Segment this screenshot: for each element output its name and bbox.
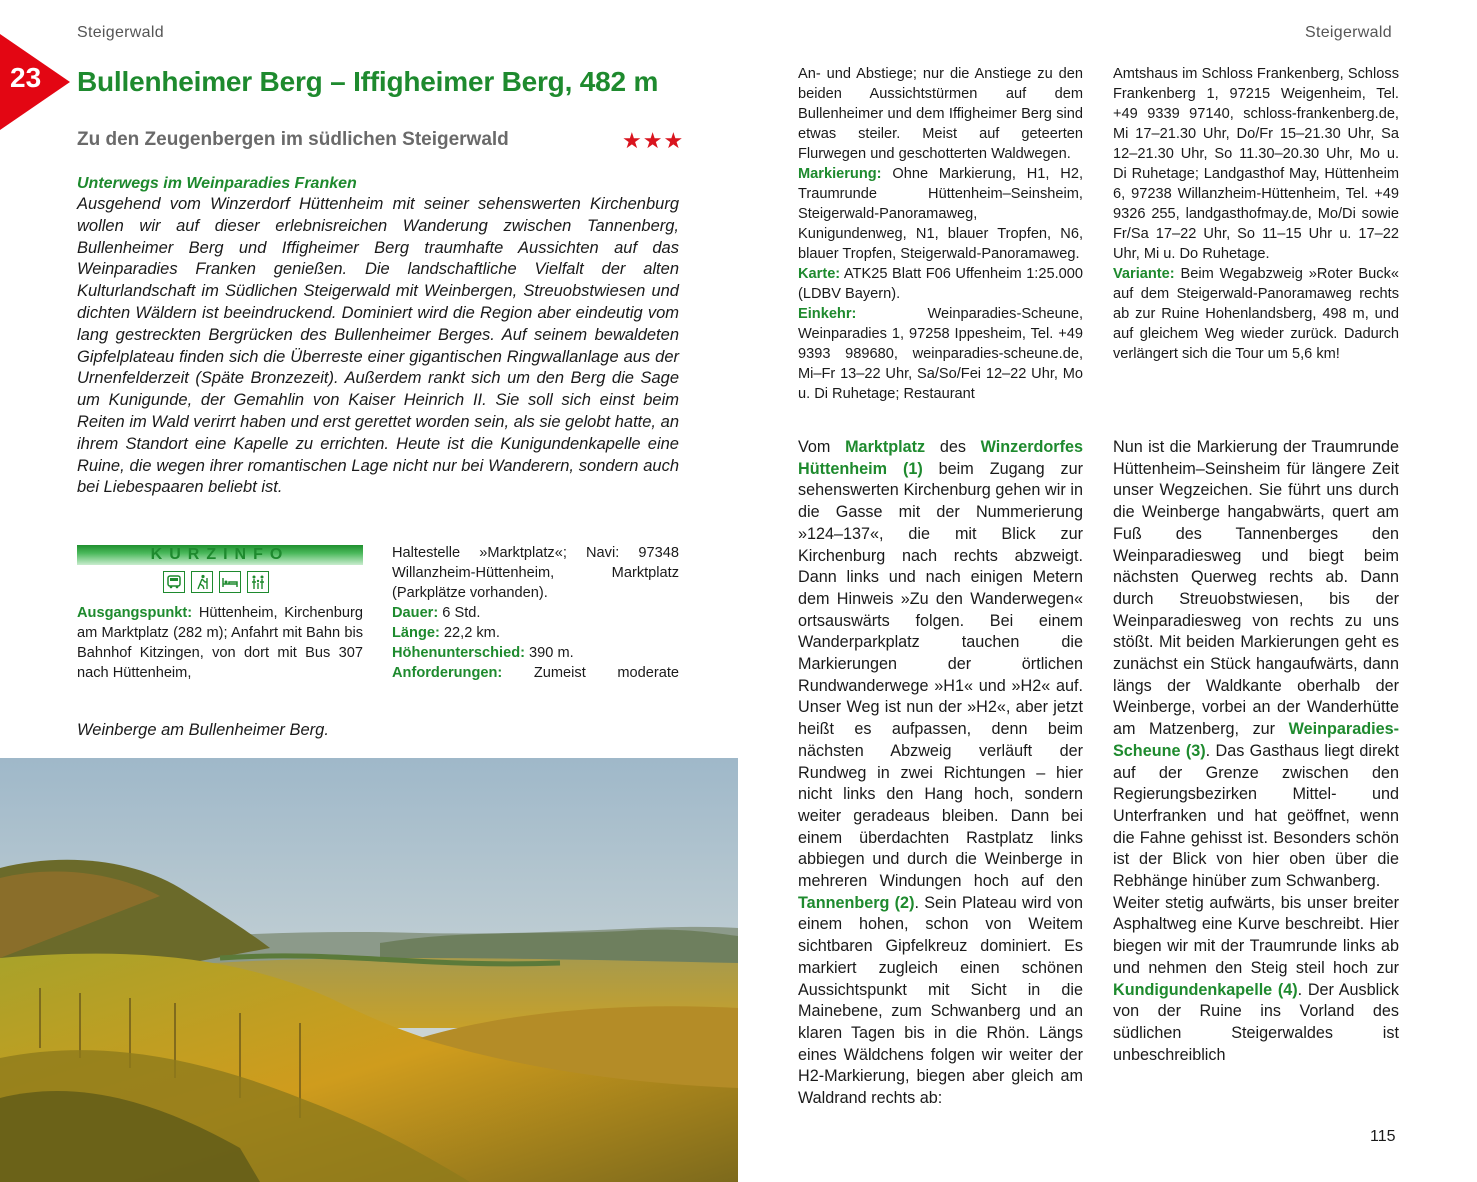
- einkehr-row: [798, 304, 1083, 404]
- page-number: 115: [1370, 1128, 1396, 1145]
- ausgangspunkt-label: Ausgangspunkt:: [77, 605, 193, 621]
- body2-paragraph-2: [1113, 893, 1399, 1067]
- body2-text-3: Weiter stetig aufwärts, bis unser breiter Asphaltweg eine Kurve beschreibt. Hier biegen wir mit der Traumrunde links ab und nehmen den Steig steil hoch zur: [1113, 893, 1399, 977]
- bed-icon: [219, 571, 241, 593]
- karte-label: Karte:: [798, 266, 841, 282]
- anforderungen-cont: An- und Abstiege; nur die Anstiege zu den beiden Aussichtstürmen auf dem Bullenheimer und dem Iffigheimer Berg sind etwas steiler. Meist auf geteerten Flurwegen und geschotterten Waldwegen.: [798, 66, 1083, 162]
- photo-caption: Weinberge am Bullenheimer Berg.: [77, 721, 329, 739]
- rating-stars: ★★★: [622, 128, 685, 153]
- kurzinfo-col4: [1113, 64, 1399, 364]
- vineyard-photo: [0, 758, 738, 1182]
- running-header-left: Steigerwald: [77, 24, 164, 41]
- anforderungen-label: Anforderungen:: [392, 665, 503, 681]
- hoehe-value: 390 m.: [529, 645, 574, 661]
- body-column-2: [1113, 437, 1399, 1066]
- kurzinfo-col1: [77, 603, 363, 683]
- variante-row: [1113, 264, 1399, 364]
- hoehe-row: [392, 643, 679, 663]
- dauer-label: Dauer:: [392, 605, 439, 621]
- einkehr-cont: Amtshaus im Schloss Frankenberg, Schloss Frankenberg 1, 97215 Weigenheim, Tel. +49 9339 97140, schloss-frankenberg.de, Mi 17–21.30 Uhr, Do/Fr 15–21.30 Uhr, Sa 12–21.30 Uhr, So 11.30–20.30 Uhr, Mo u. Di Ruhetage; Landgasthof May, Hüttenheim 6, 97238 Willanzheim-Hüttenheim, Tel. +49 9326 255, landgasthofmay.de, Mo/Di sowie Fr/Sa 17–22 Uhr, So 11–15 Uhr u. 17–22 Uhr, Mi u. Do Ruhetage.: [1113, 66, 1399, 262]
- laenge-label: Länge:: [392, 625, 440, 641]
- body1-text-2: des: [925, 438, 981, 456]
- markierung-value: Ohne Markierung, H1, H2, Traumrunde Hüttenheim–Seinsheim, Steigerwald-Panoramaweg, Kunigundenweg, N1, blauer Tropfen, N6, blauer Tropfen, Steigerwald-Panoramaweg.: [798, 166, 1083, 262]
- laenge-value: 22,2 km.: [443, 625, 500, 641]
- waypoint-huettenheim: Winzerdorfes Hüttenheim (1): [798, 438, 1083, 478]
- page-title: Bullenheimer Berg – Iffigheimer Berg, 482 m: [77, 66, 659, 97]
- hoehe-label: Höhenunterschied:: [392, 645, 525, 661]
- waypoint-weinparadies-scheune: Weinparadies-Scheune (3): [1113, 720, 1399, 760]
- ausgangspunkt-text: Hüttenheim, Kirchenburg am Marktplatz (282 m); Anfahrt mit Bahn bis Bahnhof Kitzingen, von dort mit Bus 307 nach Hüttenheim,: [77, 605, 363, 681]
- markierung-label: Markierung:: [798, 166, 882, 182]
- kurzinfo-col2-text: Haltestelle »Marktplatz«; Navi: 97348 Willanzheim-Hüttenheim, Marktplatz (Parkplätze vorhanden).: [392, 545, 679, 601]
- karte-value: ATK25 Blatt F06 Uffenheim 1:25.000 (LDBV Bayern).: [798, 266, 1083, 302]
- kurzinfo-col2: [392, 543, 679, 683]
- body2-text-2: . Das Gasthaus liegt direkt auf der Grenze zwischen den Regierungsbezirken Mittel- und Unterfranken und hat geöffnet, wenn die Fahne gehisst ist. Besonders schön ist der Blick von hier oben über die Rebhänge hinüber zum Schwanberg.: [1113, 741, 1399, 891]
- kurzinfo-heading: KURZINFO: [150, 546, 290, 563]
- waypoint-tannenberg: Tannenberg (2): [798, 893, 915, 912]
- family-icon: [247, 571, 269, 593]
- waypoint-marktplatz: Marktplatz: [845, 438, 926, 456]
- body1-text-4: . Sein Plateau wird von einem hohen, schon von Weitem sichtbaren Gipfelkreuz dominiert. Es markiert zugleich einen schönen Aussichtspunkt mit Sicht in die Mainebene, zum Schwanberg und an klaren Tagen bis in die Rhön. Längs eines Wäldchens folgen wir weiter der H2-Markierung, biegen aber gleich am Waldrand rechts ab:: [798, 893, 1083, 1108]
- page-subtitle: Zu den Zeugenbergen im südlichen Steigerwald: [77, 129, 509, 150]
- kurzinfo-icons: [163, 571, 269, 593]
- running-header-right: Steigerwald: [1305, 24, 1392, 41]
- kurzinfo-col3: [798, 64, 1083, 404]
- tour-number-badge: [0, 34, 72, 130]
- einkehr-label: Einkehr:: [798, 306, 857, 322]
- dauer-value: 6 Std.: [442, 605, 481, 621]
- variante-label: Variante:: [1113, 266, 1175, 282]
- karte-row: [798, 264, 1083, 304]
- markierung-row: [798, 164, 1083, 264]
- hiker-icon: [191, 571, 213, 593]
- tour-number: 23: [10, 62, 42, 93]
- variante-value: Beim Wegabzweig »Roter Buck« auf dem Steigerwald-Panoramaweg rechts ab zur Ruine Hohenlandsberg, 498 m, und auf gleichem Weg wieder zurück. Dadurch verlängert sich die Tour um 5,6 km!: [1113, 266, 1399, 362]
- body2-text-4: . Der Ausblick von der Ruine ins Vorland des südlichen Steigerwaldes ist unbeschreiblich: [1113, 980, 1399, 1064]
- body-column-1: [798, 437, 1083, 1110]
- body1-text-3: beim Zugang zur sehenswerten Kirchenburg gehen wir in die Gasse mit der Nummerierung »124–137«, die mit Blick zur Kirchenburg nach rechts abzweigt. Dann links und nach einigen Metern dem Hinweis »Zu den Wanderwegen« ortsauswärts folgen. Bei einem Wanderparkplatz tauchen die Markierungen der örtlichen Rundwanderwege »H1« und »H2« auf. Unser Weg ist nun der »H2«, aber jetzt heißt es aufpassen, denn beim nächsten Abzweig verläuft der Rundweg in zwei Richtungen – hier nicht links den Hang hoch, sondern weiter geradeaus bleiben. Dann bei einem überdachten Rastplatz links abbiegen und durch die Weinberge in mehreren Windungen hoch auf den: [798, 459, 1084, 891]
- body2-text-1: Nun ist die Markierung der Traumrunde Hüttenheim–Seinsheim für längere Zeit unser Wegzeichen. Sie führt uns durch die Weinberge hangabwärts, quert am Fuß des Tannenberges den Weinparadiesweg und biegt beim nächsten Querweg rechts ab. Dann durch Streuobstwiesen, bis der Weinparadiesweg von rechts zu uns stößt. Mit beiden Markierungen geht es zunächst ein Stück hangaufwärts, dann längs der Waldkante oberhalb der Weinberge, vorbei an der Wanderhütte am Matzenberg, zur: [1113, 438, 1399, 739]
- body1-text-1: Vom: [798, 438, 846, 456]
- anforderungen-value: Zumeist moderate: [533, 665, 679, 681]
- kurzinfo-bar: [77, 545, 363, 565]
- waypoint-kunigundenkapelle: Kundigundenkapelle (4): [1113, 980, 1298, 999]
- einkehr-value: Weinparadies-Scheune, Weinparadies 1, 97258 Ippesheim, Tel. +49 9393 989680, weinparadies-scheune.de, Mi–Fr 13–22 Uhr, Sa/So/Fei 12–22 Uhr, Mo u. Di Ruhetage; Restaurant: [798, 306, 1083, 402]
- intro-text: Ausgehend vom Winzerdorf Hüttenheim mit seiner sehenswerten Kirchenburg wollen wir auf dieser erlebnisreichen Wanderung zwischen Tannenberg, Bullenheimer Berg und Iffigheimer Berg traumhafte Aussichten auf das Weinparadies Franken genießen. Die landschaftliche Vielfalt der alten Kulturlandschaft im Südlichen Steigerwald mit Weinbergen, Streuobstwiesen und dichten Wäldern ist beeindruckend. Dominiert wird die Region aber eindeutig vom lang gestreckten Bergrücken des Bullenheimer Berges. Auf seinem bewaldeten Gipfelplateau finden sich die Überreste einer gigantischen Ringwallanlage aus der Urnenfelderzeit (Späte Bronzezeit). Außerdem rankt sich um den Berg die Sage um Kunigunde, der Gemahlin von Kaiser Heinrich II. Sie soll sich einst beim Reiten im Wald verirrt haben und erst gerettet worden sein, als sie gelobt hatte, an ihrem Standort eine Kapelle zu errichten. Heute ist die Kunigundenkapelle eine Ruine, die wegen ihrer romantischen Lage nicht nur bei Wanderern, sondern auch bei Liebespaaren beliebt ist.: [77, 195, 679, 497]
- intro-heading: Unterwegs im Weinparadies Franken: [77, 175, 357, 192]
- dauer-row: [392, 603, 679, 623]
- anforderungen-row: [392, 663, 679, 683]
- laenge-row: [392, 623, 679, 643]
- bus-icon: [163, 571, 185, 593]
